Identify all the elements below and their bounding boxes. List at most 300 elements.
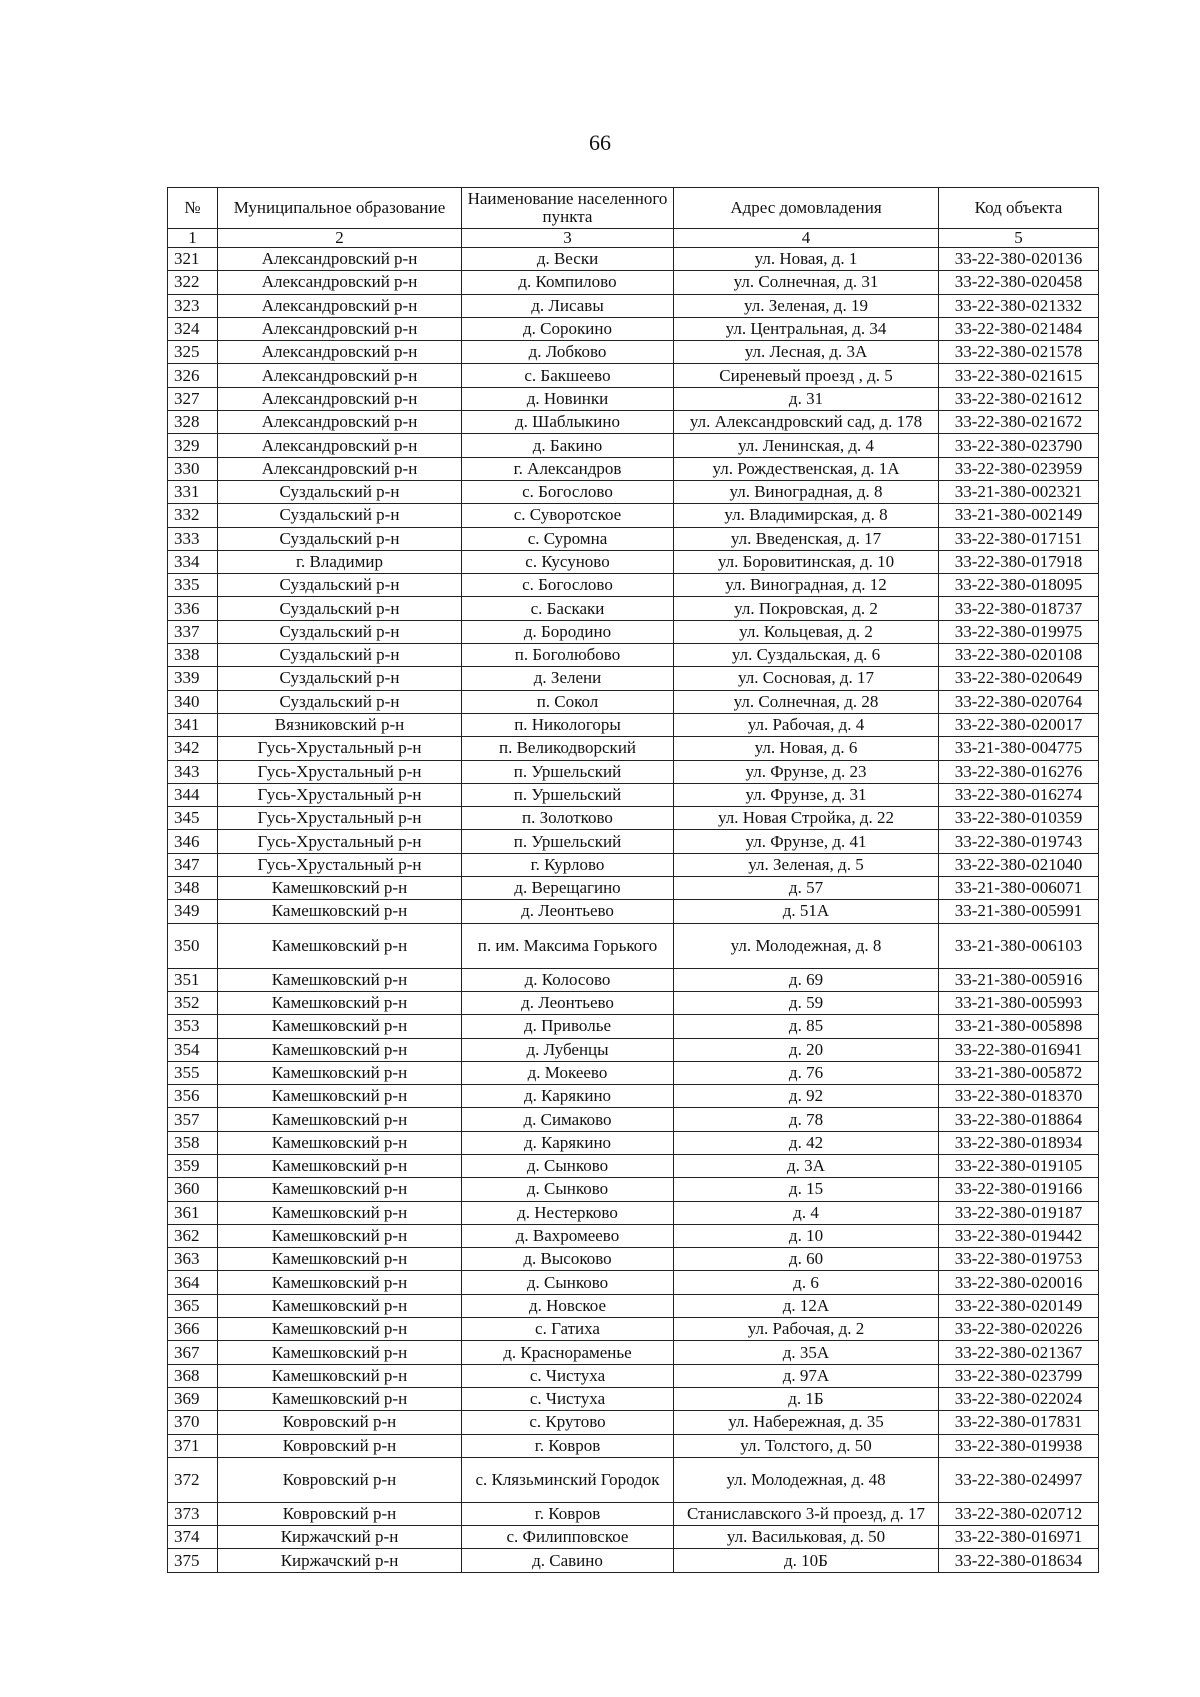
cell-object-code: 33-22-380-020226 [939, 1318, 1099, 1341]
cell-address: д. 35А [674, 1341, 939, 1364]
cell-settlement: с. Чистуха [462, 1364, 674, 1387]
cell-address: д. 85 [674, 1015, 939, 1038]
cell-number: 332 [168, 504, 218, 527]
cell-address: ул. Толстого, д. 50 [674, 1434, 939, 1457]
cell-object-code: 33-22-380-017831 [939, 1411, 1099, 1434]
cell-settlement: п. Боголюбово [462, 644, 674, 667]
cell-municipality: Суздальский р-н [218, 504, 462, 527]
table-row [168, 294, 1099, 317]
cell-address: ул. Солнечная, д. 31 [674, 271, 939, 294]
table-row [168, 620, 1099, 643]
table-row [168, 1061, 1099, 1084]
cell-address: д. 76 [674, 1061, 939, 1084]
cell-address: ул. Фрунзе, д. 23 [674, 760, 939, 783]
cell-municipality: Ковровский р-н [218, 1411, 462, 1434]
cell-settlement: д. Сорокино [462, 317, 674, 340]
table-row [168, 411, 1099, 434]
cell-settlement: г. Александров [462, 457, 674, 480]
cell-municipality: Киржачский р-н [218, 1526, 462, 1549]
cell-municipality: Гусь-Хрустальный р-н [218, 807, 462, 830]
cell-object-code: 33-22-380-016971 [939, 1526, 1099, 1549]
cell-settlement: д. Карякино [462, 1131, 674, 1154]
table-row [168, 597, 1099, 620]
table-row [168, 248, 1099, 271]
cell-number: 375 [168, 1549, 218, 1572]
cell-address: д. 97А [674, 1364, 939, 1387]
cell-municipality: Камешковский р-н [218, 1248, 462, 1271]
cell-address: ул. Молодежная, д. 48 [674, 1457, 939, 1502]
cell-address: д. 59 [674, 991, 939, 1014]
table-row [168, 1038, 1099, 1061]
cell-settlement: п. Великодворский [462, 737, 674, 760]
cell-address: д. 10Б [674, 1549, 939, 1572]
cell-address: д. 4 [674, 1201, 939, 1224]
cell-number: 359 [168, 1154, 218, 1177]
cell-object-code: 33-22-380-020712 [939, 1502, 1099, 1525]
cell-municipality: Гусь-Хрустальный р-н [218, 760, 462, 783]
cell-object-code: 33-22-380-021612 [939, 387, 1099, 410]
cell-number: 324 [168, 317, 218, 340]
cell-settlement: д. Леонтьево [462, 991, 674, 1014]
cell-address: д. 31 [674, 387, 939, 410]
cell-number: 340 [168, 690, 218, 713]
cell-settlement: п. им. Максима Горького [462, 923, 674, 968]
table-row [168, 527, 1099, 550]
cell-settlement: д. Вахромеево [462, 1224, 674, 1247]
cell-municipality: Суздальский р-н [218, 644, 462, 667]
cell-object-code: 33-22-380-020149 [939, 1294, 1099, 1317]
cell-municipality: Суздальский р-н [218, 597, 462, 620]
cell-number: 362 [168, 1224, 218, 1247]
cell-number: 327 [168, 387, 218, 410]
table-row [168, 317, 1099, 340]
cell-settlement: д. Верещагино [462, 877, 674, 900]
cell-municipality: Суздальский р-н [218, 667, 462, 690]
table-row [168, 434, 1099, 457]
cell-address: ул. Фрунзе, д. 31 [674, 783, 939, 806]
cell-number: 344 [168, 783, 218, 806]
cell-address: ул. Молодежная, д. 8 [674, 923, 939, 968]
cell-object-code: 33-21-380-006103 [939, 923, 1099, 968]
cell-address: ул. Новая, д. 1 [674, 248, 939, 271]
cell-address: ул. Новая Стройка, д. 22 [674, 807, 939, 830]
cell-object-code: 33-22-380-020649 [939, 667, 1099, 690]
cell-address: ул. Новая, д. 6 [674, 737, 939, 760]
cell-municipality: Камешковский р-н [218, 1131, 462, 1154]
cell-settlement: п. Золотково [462, 807, 674, 830]
cell-object-code: 33-22-380-021484 [939, 317, 1099, 340]
table-row [168, 1178, 1099, 1201]
cell-settlement: д. Бакино [462, 434, 674, 457]
cell-settlement: г. Ковров [462, 1434, 674, 1457]
table-row [168, 574, 1099, 597]
cell-municipality: Камешковский р-н [218, 1038, 462, 1061]
cell-settlement: с. Клязьминский Городок [462, 1457, 674, 1502]
cell-object-code: 33-22-380-018934 [939, 1131, 1099, 1154]
cell-number: 373 [168, 1502, 218, 1525]
cell-number: 322 [168, 271, 218, 294]
cell-object-code: 33-22-380-021332 [939, 294, 1099, 317]
table-row [168, 853, 1099, 876]
table-row [168, 550, 1099, 573]
cell-number: 346 [168, 830, 218, 853]
cell-municipality: Камешковский р-н [218, 1085, 462, 1108]
cell-municipality: Суздальский р-н [218, 690, 462, 713]
cell-municipality: Гусь-Хрустальный р-н [218, 737, 462, 760]
cell-municipality: Камешковский р-н [218, 1154, 462, 1177]
cell-settlement: г. Курлово [462, 853, 674, 876]
cell-municipality: Александровский р-н [218, 457, 462, 480]
cell-object-code: 33-22-380-016276 [939, 760, 1099, 783]
cell-address: ул. Сосновая, д. 17 [674, 667, 939, 690]
cell-address: ул. Боровитинская, д. 10 [674, 550, 939, 573]
cell-object-code: 33-21-380-005872 [939, 1061, 1099, 1084]
cell-number: 365 [168, 1294, 218, 1317]
cell-municipality: Камешковский р-н [218, 1201, 462, 1224]
table-row [168, 1318, 1099, 1341]
cell-object-code: 33-22-380-019187 [939, 1201, 1099, 1224]
table-row [168, 690, 1099, 713]
cell-number: 350 [168, 923, 218, 968]
cell-number: 369 [168, 1387, 218, 1410]
table-row [168, 923, 1099, 968]
cell-object-code: 33-22-380-020764 [939, 690, 1099, 713]
cell-settlement: д. Мокеево [462, 1061, 674, 1084]
cell-object-code: 33-22-380-023959 [939, 457, 1099, 480]
cell-object-code: 33-22-380-019166 [939, 1178, 1099, 1201]
cell-number: 367 [168, 1341, 218, 1364]
cell-number: 341 [168, 713, 218, 736]
cell-object-code: 33-22-380-019105 [939, 1154, 1099, 1177]
cell-address: ул. Солнечная, д. 28 [674, 690, 939, 713]
cell-object-code: 33-22-380-021367 [939, 1341, 1099, 1364]
cell-object-code: 33-22-380-020016 [939, 1271, 1099, 1294]
cell-settlement: с. Гатиха [462, 1318, 674, 1341]
cell-settlement: д. Колосово [462, 968, 674, 991]
cell-municipality: Камешковский р-н [218, 1364, 462, 1387]
table-row [168, 457, 1099, 480]
cell-settlement: д. Сынково [462, 1178, 674, 1201]
cell-number: 361 [168, 1201, 218, 1224]
cell-settlement: с. Богослово [462, 574, 674, 597]
cell-settlement: д. Краснораменье [462, 1341, 674, 1364]
table-row [168, 783, 1099, 806]
cell-settlement: д. Савино [462, 1549, 674, 1572]
table-row [168, 364, 1099, 387]
cell-settlement: д. Зелени [462, 667, 674, 690]
cell-object-code: 33-22-380-018634 [939, 1549, 1099, 1572]
cell-number: 343 [168, 760, 218, 783]
cell-municipality: Камешковский р-н [218, 1341, 462, 1364]
table-row [168, 1224, 1099, 1247]
cell-object-code: 33-22-380-023799 [939, 1364, 1099, 1387]
column-number: 1 [168, 229, 218, 248]
cell-number: 335 [168, 574, 218, 597]
cell-number: 351 [168, 968, 218, 991]
header-municipality: Муниципальное образование [218, 188, 462, 229]
cell-municipality: Александровский р-н [218, 271, 462, 294]
cell-address: д. 6 [674, 1271, 939, 1294]
cell-municipality: Камешковский р-н [218, 1015, 462, 1038]
cell-municipality: Камешковский р-н [218, 877, 462, 900]
cell-object-code: 33-22-380-018370 [939, 1085, 1099, 1108]
cell-number: 326 [168, 364, 218, 387]
cell-settlement: д. Компилово [462, 271, 674, 294]
cell-address: д. 10 [674, 1224, 939, 1247]
cell-settlement: д. Новское [462, 1294, 674, 1317]
cell-address: ул. Александровский сад, д. 178 [674, 411, 939, 434]
cell-address: д. 1Б [674, 1387, 939, 1410]
cell-municipality: Александровский р-н [218, 248, 462, 271]
cell-number: 325 [168, 341, 218, 364]
cell-object-code: 33-22-380-021672 [939, 411, 1099, 434]
cell-settlement: п. Уршельский [462, 760, 674, 783]
cell-object-code: 33-22-380-018737 [939, 597, 1099, 620]
table-row [168, 667, 1099, 690]
header-address: Адрес домовладения [674, 188, 939, 229]
cell-object-code: 33-22-380-017918 [939, 550, 1099, 573]
cell-address: ул. Введенская, д. 17 [674, 527, 939, 550]
table-row [168, 387, 1099, 410]
cell-number: 329 [168, 434, 218, 457]
cell-municipality: Камешковский р-н [218, 1224, 462, 1247]
cell-object-code: 33-22-380-019743 [939, 830, 1099, 853]
cell-address: ул. Виноградная, д. 12 [674, 574, 939, 597]
column-number: 3 [462, 229, 674, 248]
cell-object-code: 33-22-380-024997 [939, 1457, 1099, 1502]
cell-municipality: Александровский р-н [218, 317, 462, 340]
cell-number: 353 [168, 1015, 218, 1038]
cell-number: 355 [168, 1061, 218, 1084]
cell-municipality: Суздальский р-н [218, 574, 462, 597]
table-row [168, 1201, 1099, 1224]
cell-settlement: с. Богослово [462, 480, 674, 503]
cell-municipality: Вязниковский р-н [218, 713, 462, 736]
cell-number: 356 [168, 1085, 218, 1108]
cell-address: д. 78 [674, 1108, 939, 1131]
cell-number: 371 [168, 1434, 218, 1457]
cell-municipality: Камешковский р-н [218, 1108, 462, 1131]
cell-address: д. 15 [674, 1178, 939, 1201]
cell-address: ул. Рабочая, д. 4 [674, 713, 939, 736]
cell-settlement: д. Леонтьево [462, 900, 674, 923]
cell-object-code: 33-21-380-005991 [939, 900, 1099, 923]
cell-object-code: 33-22-380-019753 [939, 1248, 1099, 1271]
cell-address: ул. Фрунзе, д. 41 [674, 830, 939, 853]
cell-settlement: п. Уршельский [462, 783, 674, 806]
cell-number: 330 [168, 457, 218, 480]
cell-settlement: п. Никологоры [462, 713, 674, 736]
cell-number: 357 [168, 1108, 218, 1131]
cell-number: 372 [168, 1457, 218, 1502]
cell-settlement: с. Суромна [462, 527, 674, 550]
cell-object-code: 33-21-380-002321 [939, 480, 1099, 503]
table-row [168, 807, 1099, 830]
cell-address: ул. Васильковая, д. 50 [674, 1526, 939, 1549]
table-row [168, 1271, 1099, 1294]
cell-address: Сиреневый проезд , д. 5 [674, 364, 939, 387]
cell-number: 363 [168, 1248, 218, 1271]
cell-municipality: Александровский р-н [218, 387, 462, 410]
cell-number: 347 [168, 853, 218, 876]
header-number: № [168, 188, 218, 229]
cell-address: д. 12А [674, 1294, 939, 1317]
cell-number: 337 [168, 620, 218, 643]
cell-address: ул. Зеленая, д. 5 [674, 853, 939, 876]
cell-municipality: Камешковский р-н [218, 1387, 462, 1410]
cell-municipality: Суздальский р-н [218, 527, 462, 550]
table-row [168, 1015, 1099, 1038]
cell-number: 370 [168, 1411, 218, 1434]
table-row [168, 1526, 1099, 1549]
cell-number: 364 [168, 1271, 218, 1294]
cell-object-code: 33-22-380-018864 [939, 1108, 1099, 1131]
cell-number: 349 [168, 900, 218, 923]
cell-address: д. 51А [674, 900, 939, 923]
header-settlement: Наименование населенного пункта [462, 188, 674, 229]
cell-object-code: 33-22-380-021040 [939, 853, 1099, 876]
cell-address: Станиславского 3-й проезд, д. 17 [674, 1502, 939, 1525]
cell-object-code: 33-22-380-019938 [939, 1434, 1099, 1457]
cell-municipality: Камешковский р-н [218, 900, 462, 923]
cell-settlement: с. Суворотское [462, 504, 674, 527]
table-row [168, 1502, 1099, 1525]
cell-address: ул. Лесная, д. 3А [674, 341, 939, 364]
cell-settlement: д. Лубенцы [462, 1038, 674, 1061]
cell-object-code: 33-22-380-020136 [939, 248, 1099, 271]
cell-number: 336 [168, 597, 218, 620]
cell-number: 348 [168, 877, 218, 900]
cell-municipality: Ковровский р-н [218, 1502, 462, 1525]
cell-object-code: 33-22-380-019975 [939, 620, 1099, 643]
cell-municipality: Гусь-Хрустальный р-н [218, 853, 462, 876]
cell-municipality: Александровский р-н [218, 364, 462, 387]
table-row [168, 504, 1099, 527]
cell-settlement: с. Крутово [462, 1411, 674, 1434]
table-row [168, 737, 1099, 760]
table-row [168, 1549, 1099, 1572]
cell-municipality: Александровский р-н [218, 434, 462, 457]
table-row [168, 341, 1099, 364]
cell-municipality: Гусь-Хрустальный р-н [218, 783, 462, 806]
cell-number: 331 [168, 480, 218, 503]
column-number: 4 [674, 229, 939, 248]
cell-settlement: с. Кусуново [462, 550, 674, 573]
table-row [168, 1154, 1099, 1177]
cell-address: д. 20 [674, 1038, 939, 1061]
cell-number: 328 [168, 411, 218, 434]
cell-settlement: с. Чистуха [462, 1387, 674, 1410]
cell-settlement: д. Нестерково [462, 1201, 674, 1224]
cell-settlement: с. Баскаки [462, 597, 674, 620]
header-object-code: Код объекта [939, 188, 1099, 229]
cell-municipality: Камешковский р-н [218, 1318, 462, 1341]
cell-settlement: д. Вески [462, 248, 674, 271]
cell-settlement: д. Сынково [462, 1154, 674, 1177]
table-row [168, 644, 1099, 667]
cell-number: 368 [168, 1364, 218, 1387]
table-row [168, 1457, 1099, 1502]
cell-settlement: д. Карякино [462, 1085, 674, 1108]
cell-address: ул. Набережная, д. 35 [674, 1411, 939, 1434]
cell-object-code: 33-21-380-004775 [939, 737, 1099, 760]
cell-object-code: 33-22-380-016274 [939, 783, 1099, 806]
cell-settlement: д. Высоково [462, 1248, 674, 1271]
cell-number: 338 [168, 644, 218, 667]
cell-address: ул. Виноградная, д. 8 [674, 480, 939, 503]
cell-address: д. 3А [674, 1154, 939, 1177]
cell-municipality: г. Владимир [218, 550, 462, 573]
cell-municipality: Камешковский р-н [218, 991, 462, 1014]
cell-address: ул. Зеленая, д. 19 [674, 294, 939, 317]
cell-object-code: 33-22-380-022024 [939, 1387, 1099, 1410]
cell-address: ул. Рождественская, д. 1А [674, 457, 939, 480]
cell-number: 334 [168, 550, 218, 573]
cell-object-code: 33-22-380-010359 [939, 807, 1099, 830]
cell-settlement: п. Сокол [462, 690, 674, 713]
cell-object-code: 33-21-380-005916 [939, 968, 1099, 991]
cell-object-code: 33-22-380-018095 [939, 574, 1099, 597]
cell-settlement: п. Уршельский [462, 830, 674, 853]
cell-settlement: д. Лобково [462, 341, 674, 364]
table-row [168, 713, 1099, 736]
cell-number: 352 [168, 991, 218, 1014]
table-row [168, 1248, 1099, 1271]
table-row [168, 1294, 1099, 1317]
cell-address: ул. Ленинская, д. 4 [674, 434, 939, 457]
cell-municipality: Киржачский р-н [218, 1549, 462, 1572]
cell-settlement: г. Ковров [462, 1502, 674, 1525]
cell-settlement: д. Сынково [462, 1271, 674, 1294]
cell-object-code: 33-22-380-017151 [939, 527, 1099, 550]
table-row [168, 1364, 1099, 1387]
cell-number: 321 [168, 248, 218, 271]
page-number: 66 [589, 130, 611, 155]
cell-number: 342 [168, 737, 218, 760]
cell-number: 366 [168, 1318, 218, 1341]
cell-settlement: д. Приволье [462, 1015, 674, 1038]
cell-municipality: Камешковский р-н [218, 1294, 462, 1317]
table-row [168, 1387, 1099, 1410]
cell-settlement: д. Лисавы [462, 294, 674, 317]
table-row [168, 1411, 1099, 1434]
cell-number: 345 [168, 807, 218, 830]
cell-municipality: Александровский р-н [218, 341, 462, 364]
cell-address: ул. Владимирская, д. 8 [674, 504, 939, 527]
cell-municipality: Камешковский р-н [218, 1061, 462, 1084]
cell-object-code: 33-22-380-020108 [939, 644, 1099, 667]
table-header-row [168, 188, 1099, 229]
table-body [168, 248, 1099, 1573]
table-row [168, 830, 1099, 853]
cell-municipality: Гусь-Хрустальный р-н [218, 830, 462, 853]
cell-object-code: 33-22-380-020458 [939, 271, 1099, 294]
cell-settlement: д. Шаблыкино [462, 411, 674, 434]
table-row [168, 1085, 1099, 1108]
cell-number: 339 [168, 667, 218, 690]
cell-municipality: Камешковский р-н [218, 1271, 462, 1294]
table-row [168, 991, 1099, 1014]
cell-object-code: 33-21-380-005993 [939, 991, 1099, 1014]
cell-municipality: Александровский р-н [218, 411, 462, 434]
cell-municipality: Камешковский р-н [218, 1178, 462, 1201]
cell-number: 358 [168, 1131, 218, 1154]
cell-object-code: 33-22-380-020017 [939, 713, 1099, 736]
column-number: 5 [939, 229, 1099, 248]
cell-address: д. 92 [674, 1085, 939, 1108]
cell-settlement: с. Филипповское [462, 1526, 674, 1549]
table-row [168, 1108, 1099, 1131]
